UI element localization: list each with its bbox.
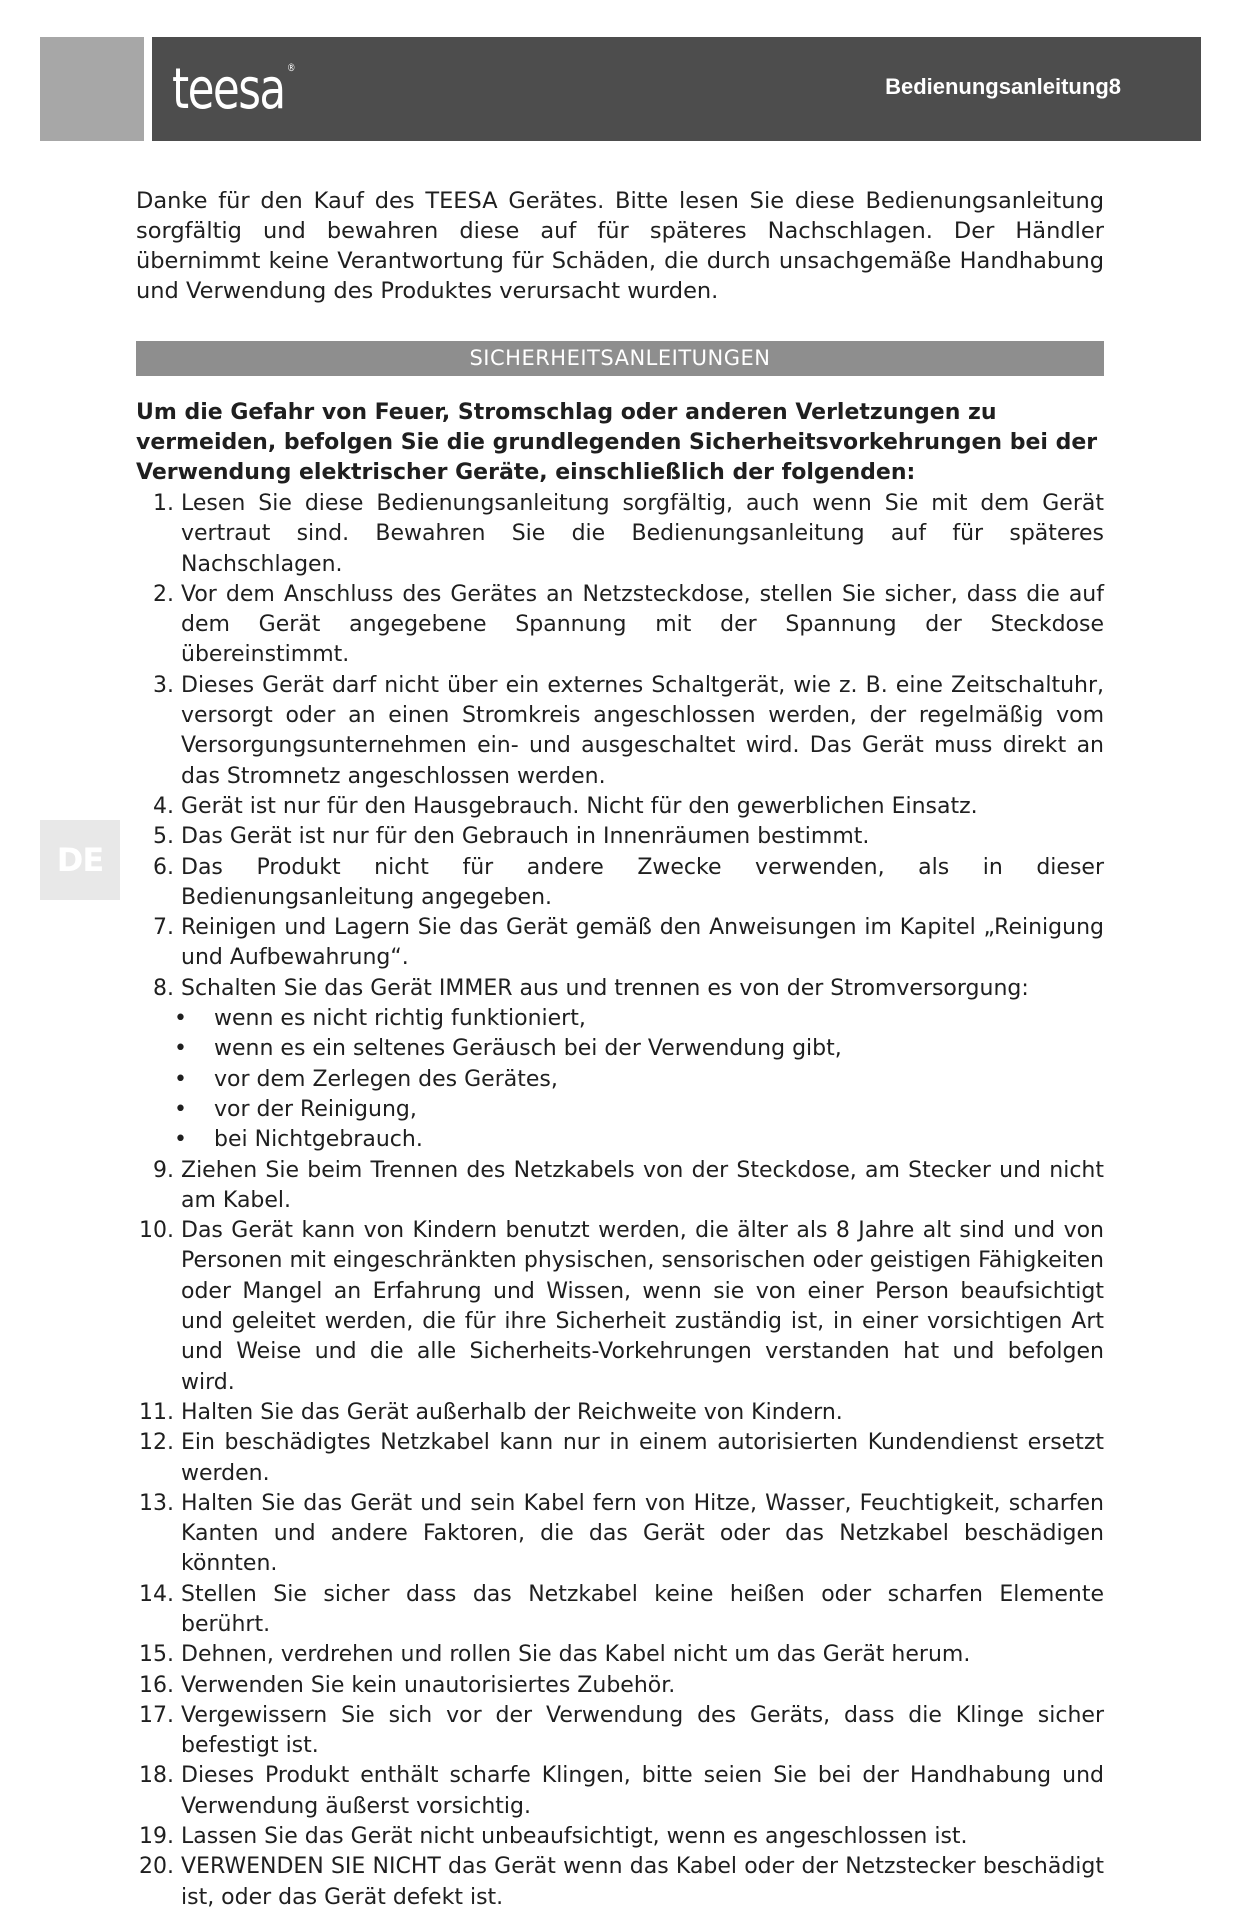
language-tab: DE [40, 820, 120, 900]
rule-text: Gerät ist nur für den Hausgebrauch. Nicht für den gewerblichen Einsatz. [181, 793, 978, 819]
rule-item [136, 822, 1104, 852]
rule-text: Das Gerät ist nur für den Gebrauch in Innenräumen bestimmt. [181, 824, 870, 850]
rule-text: Halten Sie das Gerät außerhalb der Reichweite von Kindern. [181, 1399, 843, 1425]
rule-number: 3. [153, 672, 174, 698]
bullet-item [136, 1065, 1104, 1095]
rule-item [136, 1761, 1104, 1822]
bullet-text: bei Nichtgebrauch. [214, 1127, 423, 1153]
rule-item [136, 1822, 1104, 1852]
rule-number: 6. [153, 854, 174, 880]
rule-item [136, 1398, 1104, 1428]
rule-text: Reinigen und Lagern Sie das Gerät gemäß den Anweisungen im Kapitel „Reinigung und Aufbewahrung“. [181, 915, 1104, 971]
rule-item [136, 1428, 1104, 1489]
rule-number: 11. [139, 1399, 174, 1425]
rule-text: Vor dem Anschluss des Gerätes an Netzsteckdose, stellen Sie sicher, dass die auf dem Gerät angegebene Spannung mit der Spannung der Steckdose übereinstimmt. [181, 581, 1104, 668]
rule-item [136, 792, 1104, 822]
document-title: Bedienungsanleitung8 [885, 74, 1121, 99]
rule-item [136, 974, 1104, 1004]
intro-paragraph: Danke für den Kauf des TEESA Gerätes. Bitte lesen Sie diese Bedienungsanleitung sorgfältig und bewahren diese auf für späteres Nachschlagen. Der Händler übernimmt keine Verantwortung für Schäden, die durch unsachgemäße Handhabung und Verwendung des Produktes verursacht wurden. [136, 188, 1104, 304]
rule-text: Lesen Sie diese Bedienungsanleitung sorgfältig, auch wenn Sie mit dem Gerät vertraut sind. Bewahren Sie die Bedienungsanleitung auf für späteres Nachschlagen. [181, 491, 1104, 577]
bullet-text: wenn es nicht richtig funktioniert, [214, 1006, 586, 1032]
rule-number: 4. [153, 793, 174, 819]
rule-item [136, 1489, 1104, 1580]
bullet-item [136, 1004, 1104, 1034]
rule-text: Dieses Gerät darf nicht über ein externes Schaltgerät, wie z. B. eine Zeitschaltuhr, versorgt oder an einen Stromkreis angeschlossen werden, der regelmäßig vom Versorgungsunternehmen ein- und ausgeschaltet wird. Das Gerät muss direkt an das Stromnetz angeschlossen werden. [181, 672, 1104, 789]
rule-item [136, 913, 1104, 974]
bullet-icon: • [174, 1096, 187, 1122]
rule-text: Dehnen, verdrehen und rollen Sie das Kabel nicht um das Gerät herum. [181, 1642, 971, 1668]
rule-item [136, 1216, 1104, 1398]
bullet-icon: • [174, 1066, 187, 1092]
rule-number: 7. [153, 915, 174, 941]
rule-number: 5. [153, 824, 174, 850]
bullet-icon: • [174, 1036, 187, 1062]
rule-item [136, 1671, 1104, 1701]
rule-number: 2. [153, 581, 174, 607]
rule-number: 15. [139, 1642, 174, 1668]
rule-text: Lassen Sie das Gerät nicht unbeaufsichtigt, wenn es angeschlossen ist. [181, 1824, 968, 1850]
rule-number: 8. [153, 975, 174, 1001]
registered-mark: ® [286, 61, 294, 74]
rule-number: 14. [139, 1581, 174, 1607]
section-heading: SICHERHEITSANLEITUNGEN [136, 341, 1104, 376]
bullet-icon: • [174, 1006, 187, 1032]
rule-number: 18. [139, 1763, 174, 1789]
rule-number: 9. [153, 1157, 174, 1183]
rule-number: 19. [139, 1824, 174, 1850]
rule-item [136, 489, 1104, 580]
rule-number: 1. [153, 491, 174, 516]
rule-item [136, 580, 1104, 671]
rule-text: Halten Sie das Gerät und sein Kabel fern von Hitze, Wasser, Feuchtigkeit, scharfen Kanten und andere Faktoren, die das Gerät oder das Netzkabel beschädigen könnten. [181, 1490, 1104, 1577]
brand-name: teesa [172, 57, 285, 122]
rule-text: Das Gerät kann von Kindern benutzt werden, die älter als 8 Jahre alt sind und von Personen mit eingeschränkten physischen, sensorischen oder geistigen Fähigkeiten oder Mangel an Erfahrung und Wissen, wenn sie von einer Person beaufsichtigt und geleitet werden, die für ihre Sicherheit zuständig ist, in einer vorsichtigen Art und Weise und die alle Sicherheits-Vorkehrungen verstanden hat und befolgen wird. [181, 1218, 1104, 1395]
rule-text: VERWENDEN SIE NICHT das Gerät wenn das Kabel oder der Netzstecker beschädigt ist, oder das Gerät defekt ist. [181, 1854, 1104, 1910]
rule-item [136, 1852, 1104, 1913]
bullet-item [136, 1125, 1104, 1155]
safety-rules-list [136, 489, 1104, 1913]
safety-lead-text: Um die Gefahr von Feuer, Stromschlag oder anderen Verletzungen zu vermeiden, befolgen Sie die grundlegenden Sicherheitsvorkehrungen bei der Verwendung elektrischer Geräte, einschließlich der folgenden: [136, 400, 1098, 485]
bullet-text: wenn es ein seltenes Geräusch bei der Verwendung gibt, [214, 1036, 842, 1062]
brand-logo [172, 50, 294, 130]
rule-text: Schalten Sie das Gerät IMMER aus und trennen es von der Stromversorgung: [181, 975, 1029, 1001]
header-gray-block [40, 37, 144, 141]
rule-text: Vergewissern Sie sich vor der Verwendung des Geräts, dass die Klinge sicher befestigt ist. [181, 1702, 1104, 1759]
rule-item [136, 1580, 1104, 1641]
bullet-icon: • [174, 1127, 187, 1153]
rule-number: 20. [139, 1854, 174, 1880]
rule-number: 12. [139, 1430, 174, 1456]
rule-8-bullet-list [136, 1004, 1104, 1155]
rule-text: Ein beschädigtes Netzkabel kann nur in einem autorisierten Kundendienst ersetzt werden. [181, 1430, 1104, 1486]
bullet-text: vor dem Zerlegen des Gerätes, [214, 1066, 558, 1092]
rule-item [136, 1701, 1104, 1762]
bullet-text: vor der Reinigung, [214, 1096, 417, 1122]
rule-number: 13. [139, 1490, 174, 1516]
rule-text: Dieses Produkt enthält scharfe Klingen, bitte seien Sie bei der Handhabung und Verwendung äußerst vorsichtig. [181, 1763, 1104, 1819]
rule-text: Verwenden Sie kein unautorisiertes Zubehör. [181, 1672, 676, 1698]
bullet-item [136, 1034, 1104, 1064]
rule-text: Das Produkt nicht für andere Zwecke verwenden, als in dieser Bedienungsanleitung angegeben. [181, 854, 1104, 910]
rule-item [136, 1640, 1104, 1670]
rule-item [136, 853, 1104, 914]
rule-text: Ziehen Sie beim Trennen des Netzkabels von der Steckdose, am Stecker und nicht am Kabel. [181, 1157, 1104, 1213]
rule-number: 10. [139, 1218, 174, 1244]
rule-number: 16. [139, 1672, 174, 1698]
rule-text: Stellen Sie sicher dass das Netzkabel keine heißen oder scharfen Elemente berührt. [181, 1581, 1104, 1637]
rule-item [136, 671, 1104, 792]
rule-number: 17. [139, 1702, 174, 1728]
rule-item [136, 1156, 1104, 1217]
bullet-item [136, 1095, 1104, 1125]
